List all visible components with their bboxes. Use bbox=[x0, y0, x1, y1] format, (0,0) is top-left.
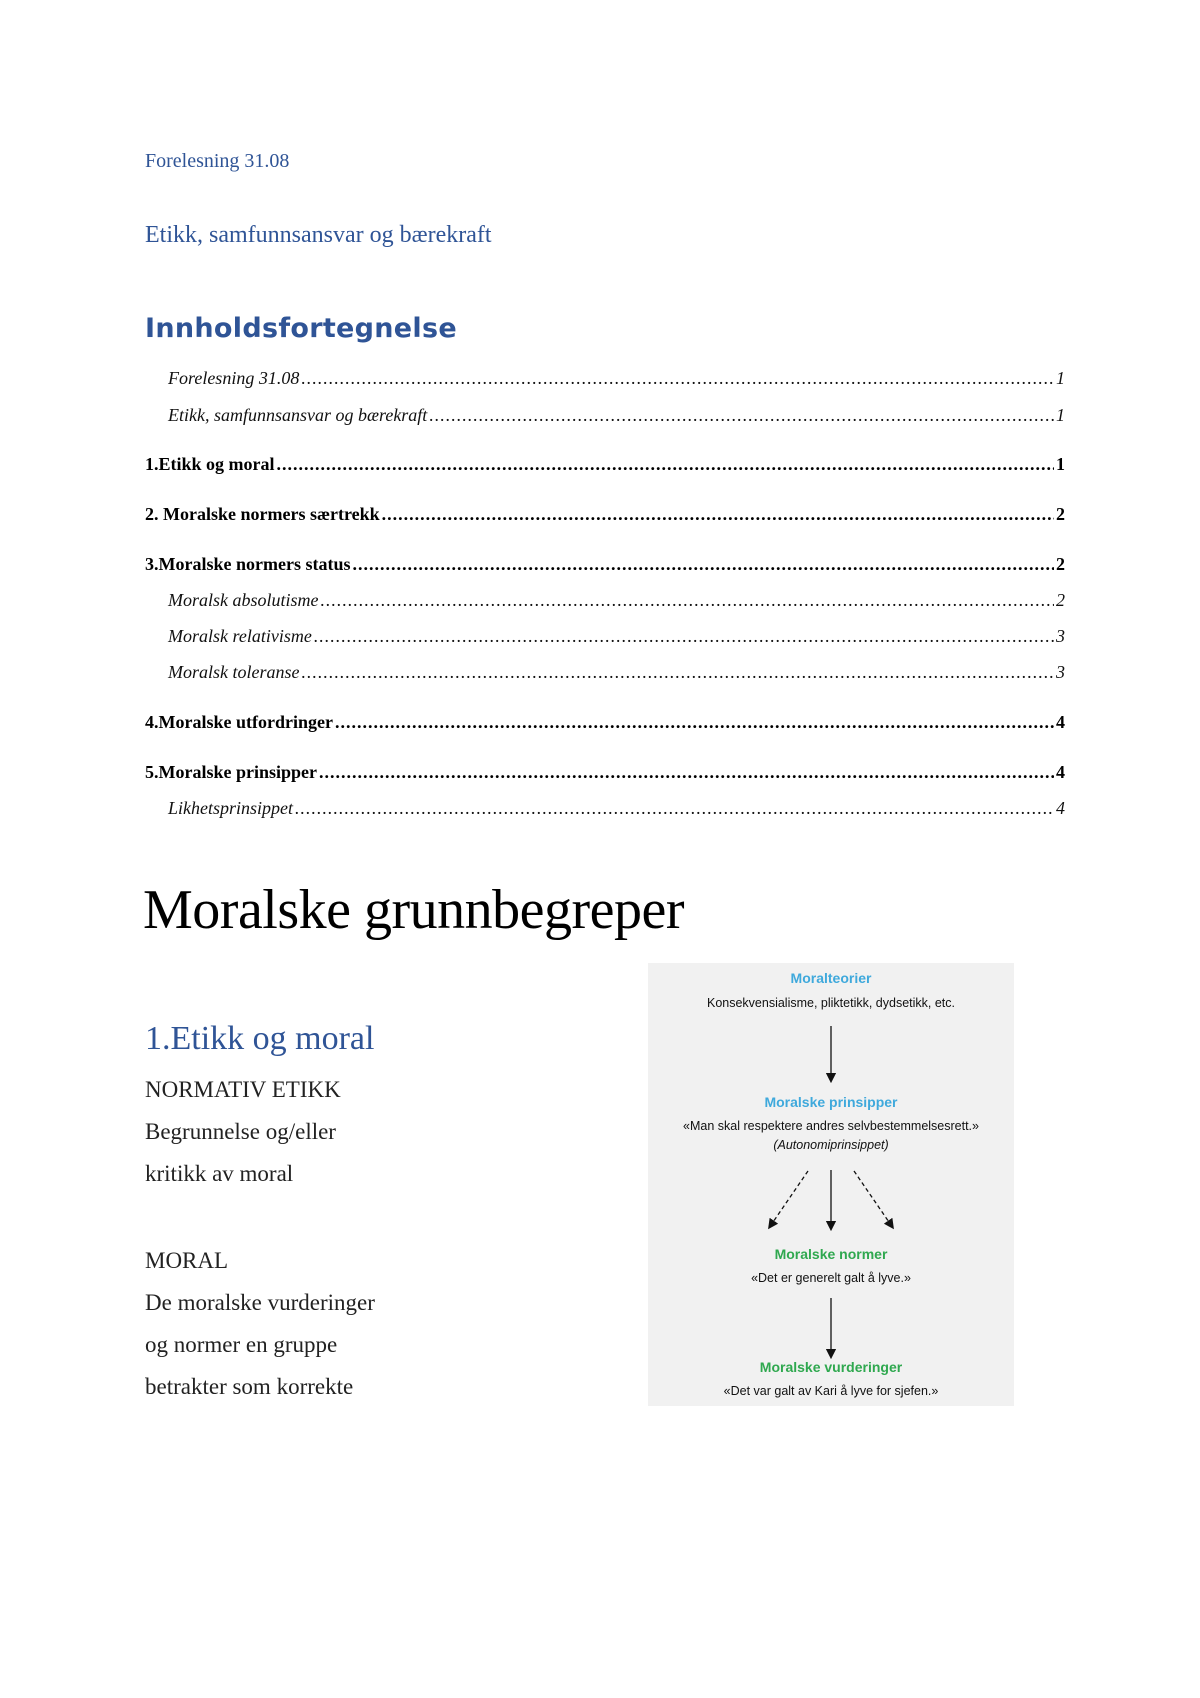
diagram-principles-note: (Autonomiprinsippet) bbox=[773, 1138, 889, 1152]
body-text-line: NORMATIV ETIKK bbox=[145, 1077, 341, 1102]
toc-leader-dots bbox=[301, 368, 1054, 389]
toc-entry-page: 2 bbox=[1056, 590, 1065, 610]
toc-leader-dots bbox=[321, 590, 1055, 611]
arrow-principles-dashed-left bbox=[771, 1171, 808, 1225]
toc-entry[interactable] bbox=[145, 405, 1065, 426]
arrow-principles-dashed-right bbox=[854, 1171, 891, 1225]
toc-entry[interactable] bbox=[145, 590, 1065, 611]
toc-entry-page: 2 bbox=[1056, 554, 1065, 574]
toc-leader-dots bbox=[314, 626, 1054, 647]
toc-entry-label: 5.Moralske prinsipper bbox=[145, 762, 318, 782]
diagram-theories-text: Konsekvensialisme, pliktetikk, dydsetikk, etc. bbox=[706, 996, 956, 1010]
toc-entry[interactable] bbox=[145, 762, 1065, 783]
toc-entry-page: 1 bbox=[1056, 454, 1065, 474]
toc-entry[interactable] bbox=[145, 504, 1065, 525]
moral-hierarchy-diagram bbox=[648, 963, 1014, 1406]
subtitle-lecture-date: Forelesning 31.08 bbox=[145, 150, 290, 172]
toc-entry-label: Etikk, samfunnsansvar og bærekraft bbox=[168, 405, 428, 425]
toc-entry[interactable] bbox=[145, 662, 1065, 683]
body-text-line: De moralske vurderinger bbox=[145, 1290, 375, 1315]
body-text-line: Begrunnelse og/eller bbox=[145, 1119, 336, 1144]
toc-entry[interactable] bbox=[145, 712, 1065, 733]
toc-leader-dots bbox=[382, 504, 1054, 525]
diagram-judgments-title: Moralske vurderinger bbox=[759, 1359, 903, 1375]
toc-leader-dots bbox=[301, 662, 1054, 683]
toc-entry-label: Moralsk absolutisme bbox=[168, 590, 319, 610]
toc-entry[interactable] bbox=[145, 368, 1065, 389]
toc-entry-page: 3 bbox=[1056, 662, 1065, 682]
diagram-arrows bbox=[648, 963, 1014, 1406]
toc-entry-label: 2. Moralske normers særtrekk bbox=[145, 504, 380, 524]
toc-entry-page: 2 bbox=[1056, 504, 1065, 524]
toc-entry-label: 4.Moralske utfordringer bbox=[145, 712, 333, 732]
toc-entry-page: 1 bbox=[1056, 368, 1065, 388]
body-text-line: og normer en gruppe bbox=[145, 1332, 338, 1357]
diagram-principles-title: Moralske prinsipper bbox=[764, 1094, 898, 1110]
toc-entry-label: Moralsk relativisme bbox=[168, 626, 312, 646]
toc-leader-dots bbox=[319, 762, 1054, 783]
toc-entry-label: 3.Moralske normers status bbox=[145, 554, 351, 574]
toc-entry[interactable] bbox=[145, 626, 1065, 647]
diagram-principles-text: «Man skal respektere andres selvbestemmelsesrett.» bbox=[683, 1119, 979, 1133]
toc-leader-dots bbox=[295, 798, 1054, 819]
body-text-line: betrakter som korrekte bbox=[145, 1374, 354, 1399]
diagram-judgments-text: «Det var galt av Kari å lyve for sjefen.» bbox=[723, 1384, 939, 1398]
toc-leader-dots bbox=[429, 405, 1054, 426]
section-heading: 1.Etikk og moral bbox=[145, 1020, 375, 1057]
toc-entry-label: 1.Etikk og moral bbox=[145, 454, 275, 474]
toc-heading: Innholdsfortegnelse bbox=[145, 313, 457, 344]
toc-leader-dots bbox=[277, 454, 1054, 475]
toc-entry-page: 4 bbox=[1056, 798, 1065, 818]
subtitle-course-name: Etikk, samfunnsansvar og bærekraft bbox=[145, 222, 492, 248]
body-text-line: kritikk av moral bbox=[145, 1161, 294, 1186]
toc-leader-dots bbox=[335, 712, 1054, 733]
toc-entry[interactable] bbox=[145, 454, 1065, 475]
toc-entry-page: 4 bbox=[1056, 762, 1065, 782]
toc-entry[interactable] bbox=[145, 798, 1065, 819]
toc-entry-label: Moralsk toleranse bbox=[168, 662, 300, 682]
toc-entry-page: 1 bbox=[1056, 405, 1065, 425]
page-title: Moralske grunnbegreper bbox=[143, 879, 685, 941]
diagram-theories-title: Moralteorier bbox=[790, 970, 872, 986]
toc-leader-dots bbox=[352, 554, 1054, 575]
toc-entry-label: Likhetsprinsippet bbox=[168, 798, 293, 818]
toc-entry-label: Forelesning 31.08 bbox=[168, 368, 300, 388]
toc-entry-page: 4 bbox=[1056, 712, 1065, 732]
body-text-line: MORAL bbox=[145, 1248, 229, 1273]
toc-entry[interactable] bbox=[145, 554, 1065, 575]
toc-entry-page: 3 bbox=[1056, 626, 1065, 646]
diagram-norms-title: Moralske normer bbox=[774, 1246, 888, 1262]
diagram-norms-text: «Det er generelt galt å lyve.» bbox=[751, 1271, 911, 1285]
